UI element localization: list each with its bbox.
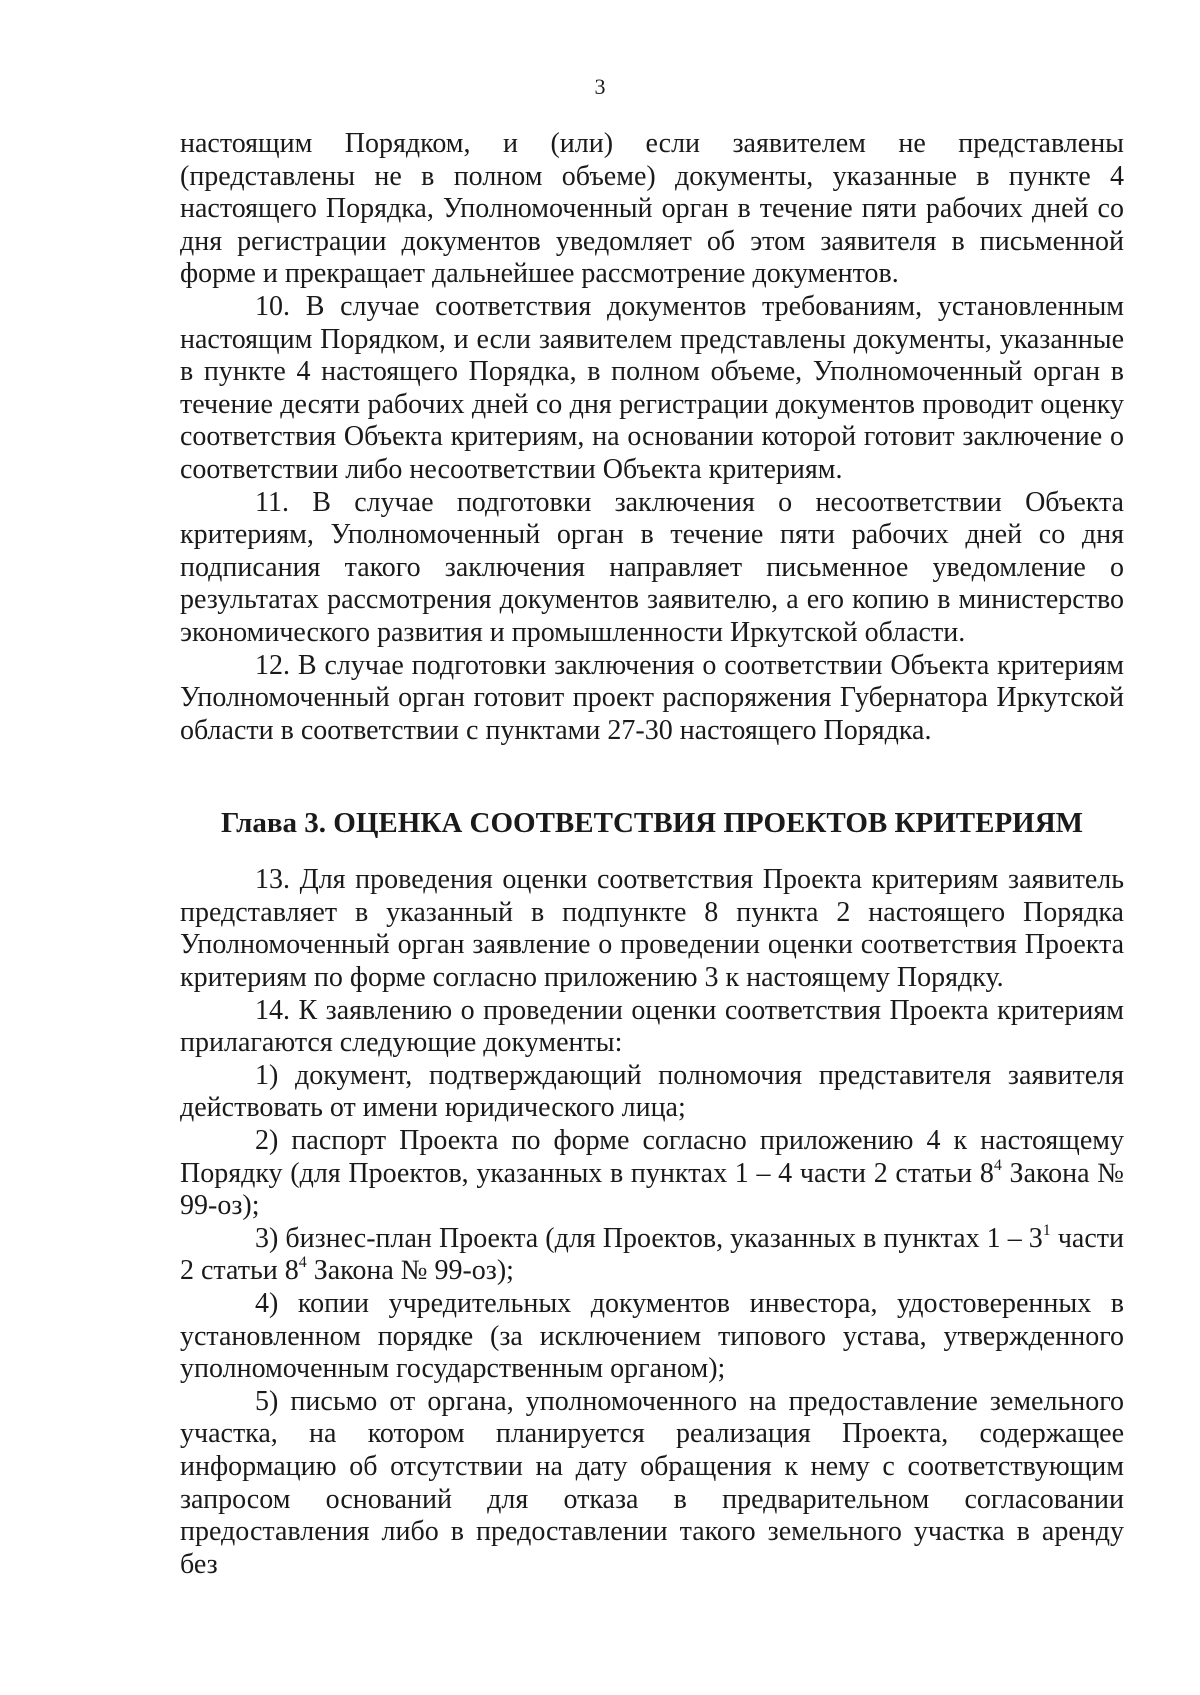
list-item-3-text: 3) бизнес-план Проекта (для Проектов, указанных в пунктах 1 – 3 (255, 1222, 1043, 1254)
paragraph-14: 14. К заявлению о проведении оценки соответствия Проекта критериям прилагаются следующие документы: (180, 994, 1124, 1059)
superscript: 4 (993, 1156, 1002, 1174)
paragraph-13: 13. Для проведения оценки соответствия Проекта критериям заявитель представляет в указанный в подпункте 8 пункта 2 настоящего Порядка Уполномоченный орган заявление о проведении оценки соответствия Проекта критериям по форме согласно приложению 3 к настоящему Порядку. (180, 864, 1124, 994)
list-item-3 (180, 1223, 1124, 1288)
superscript: 4 (298, 1254, 307, 1272)
document-body (180, 128, 1124, 1581)
list-item-3-text-end: Закона № 99-оз); (306, 1255, 514, 1287)
list-item-4: 4) копии учредительных документов инвестора, удостоверенных в установленном порядке (за исключением типового устава, утвержденного уполномоченным государственным органом); (180, 1288, 1124, 1385)
page-number: 3 (594, 74, 606, 99)
paragraph-continuation: настоящим Порядком, и (или) если заявителем не представлены (представлены не в полном объеме) документы, указанные в пункте 4 настоящего Порядка, Уполномоченный орган в течение пяти рабочих дней со дня регистрации документов уведомляет об этом заявителя в письменной форме и прекращает дальнейшее рассмотрение документов. (180, 128, 1124, 290)
list-item-5: 5) письмо от органа, уполномоченного на предоставление земельного участка, на котором планируется реализация Проекта, содержащее информацию об отсутствии на дату обращения к нему с соответствующим запросом оснований для отказа в предварительном согласовании предоставления либо в предоставлении такого земельного участка в аренду без (180, 1385, 1124, 1580)
list-item-2-text: 2) паспорт Проекта по форме согласно приложению 4 к настоящему Порядку (для Проектов, указанных в пунктах 1 – 4 части 2 статьи 8 (180, 1125, 1124, 1189)
paragraph-11: 11. В случае подготовки заключения о несоответствии Объекта критериям, Уполномоченный орган в течение пяти рабочих дней со дня подписания такого заключения направляет письменное уведомление о результатах рассмотрения документов заявителю, а его копию в министерство экономического развития и промышленности Иркутской области. (180, 486, 1124, 648)
list-item-1: 1) документ, подтверждающий полномочия представителя заявителя действовать от имени юридического лица; (180, 1059, 1124, 1124)
list-item-2-text-end: Закона № 99-оз); (180, 1157, 1125, 1222)
paragraph-10: 10. В случае соответствия документов требованиям, установленным настоящим Порядком, и если заявителем представлены документы, указанные в пункте 4 настоящего Порядка, в полном объеме, Уполномоченный орган в течение десяти рабочих дней со дня регистрации документов проводит оценку соответствия Объекта критериям, на основании которой готовит заключение о соответствии либо несоответствии Объекта критериям. (180, 290, 1124, 485)
superscript: 1 (1042, 1221, 1051, 1239)
list-item-2 (180, 1125, 1124, 1223)
paragraph-12: 12. В случае подготовки заключения о соответствии Объекта критериям Уполномоченный орган готовит проект распоряжения Губернатора Иркутской области в соответствии с пунктами 27-30 настоящего Порядка. (180, 649, 1124, 746)
list-item-3-text-mid: части 2 статьи 8 (180, 1222, 1124, 1287)
chapter-title: Глава 3. ОЦЕНКА СООТВЕТСТВИЯ ПРОЕКТОВ КРИТЕРИЯМ (220, 807, 1084, 840)
